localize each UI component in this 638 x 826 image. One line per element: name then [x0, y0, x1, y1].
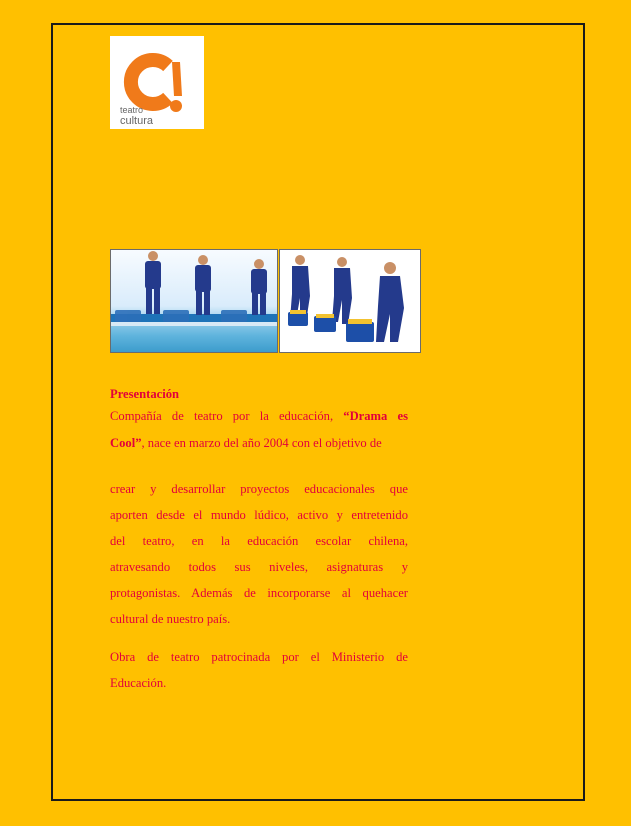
section-heading: Presentación	[110, 387, 180, 401]
body-line-4: atravesando todos sus niveles, asignaturas y	[110, 560, 408, 574]
body-line-5: protagonistas. Además de incorporarse al quehacer	[110, 586, 408, 600]
logo-text-cultura: cultura	[120, 115, 154, 127]
intro-text-end: , nace en marzo del año 2004 con el objetivo de	[141, 436, 382, 450]
company-name-part1: “Drama es	[343, 409, 408, 423]
company-name-part2: Cool”	[110, 436, 142, 450]
logo-text-teatro: teatro	[120, 105, 144, 115]
body-line-6: cultural de nuestro país.	[110, 612, 231, 626]
actors-pool-photo	[110, 249, 278, 353]
closing-line-2: Educación.	[110, 676, 167, 690]
teatro-cultura-logo	[110, 36, 204, 129]
body-line-3: del teatro, en la educación escolar chilena,	[110, 534, 408, 548]
actors-boxes-photo	[279, 249, 421, 353]
intro-text-start: Compañía de teatro por la educación,	[110, 409, 344, 423]
intro-line-2	[110, 430, 408, 457]
body-line-1: crear y desarrollar proyectos educacionales que	[110, 482, 408, 496]
closing-line-1: Obra de teatro patrocinada por el Ministerio de	[110, 650, 408, 664]
body-line-2: aporten desde el mundo lúdico, activo y entretenido	[110, 508, 408, 522]
intro-line-1	[110, 403, 408, 430]
